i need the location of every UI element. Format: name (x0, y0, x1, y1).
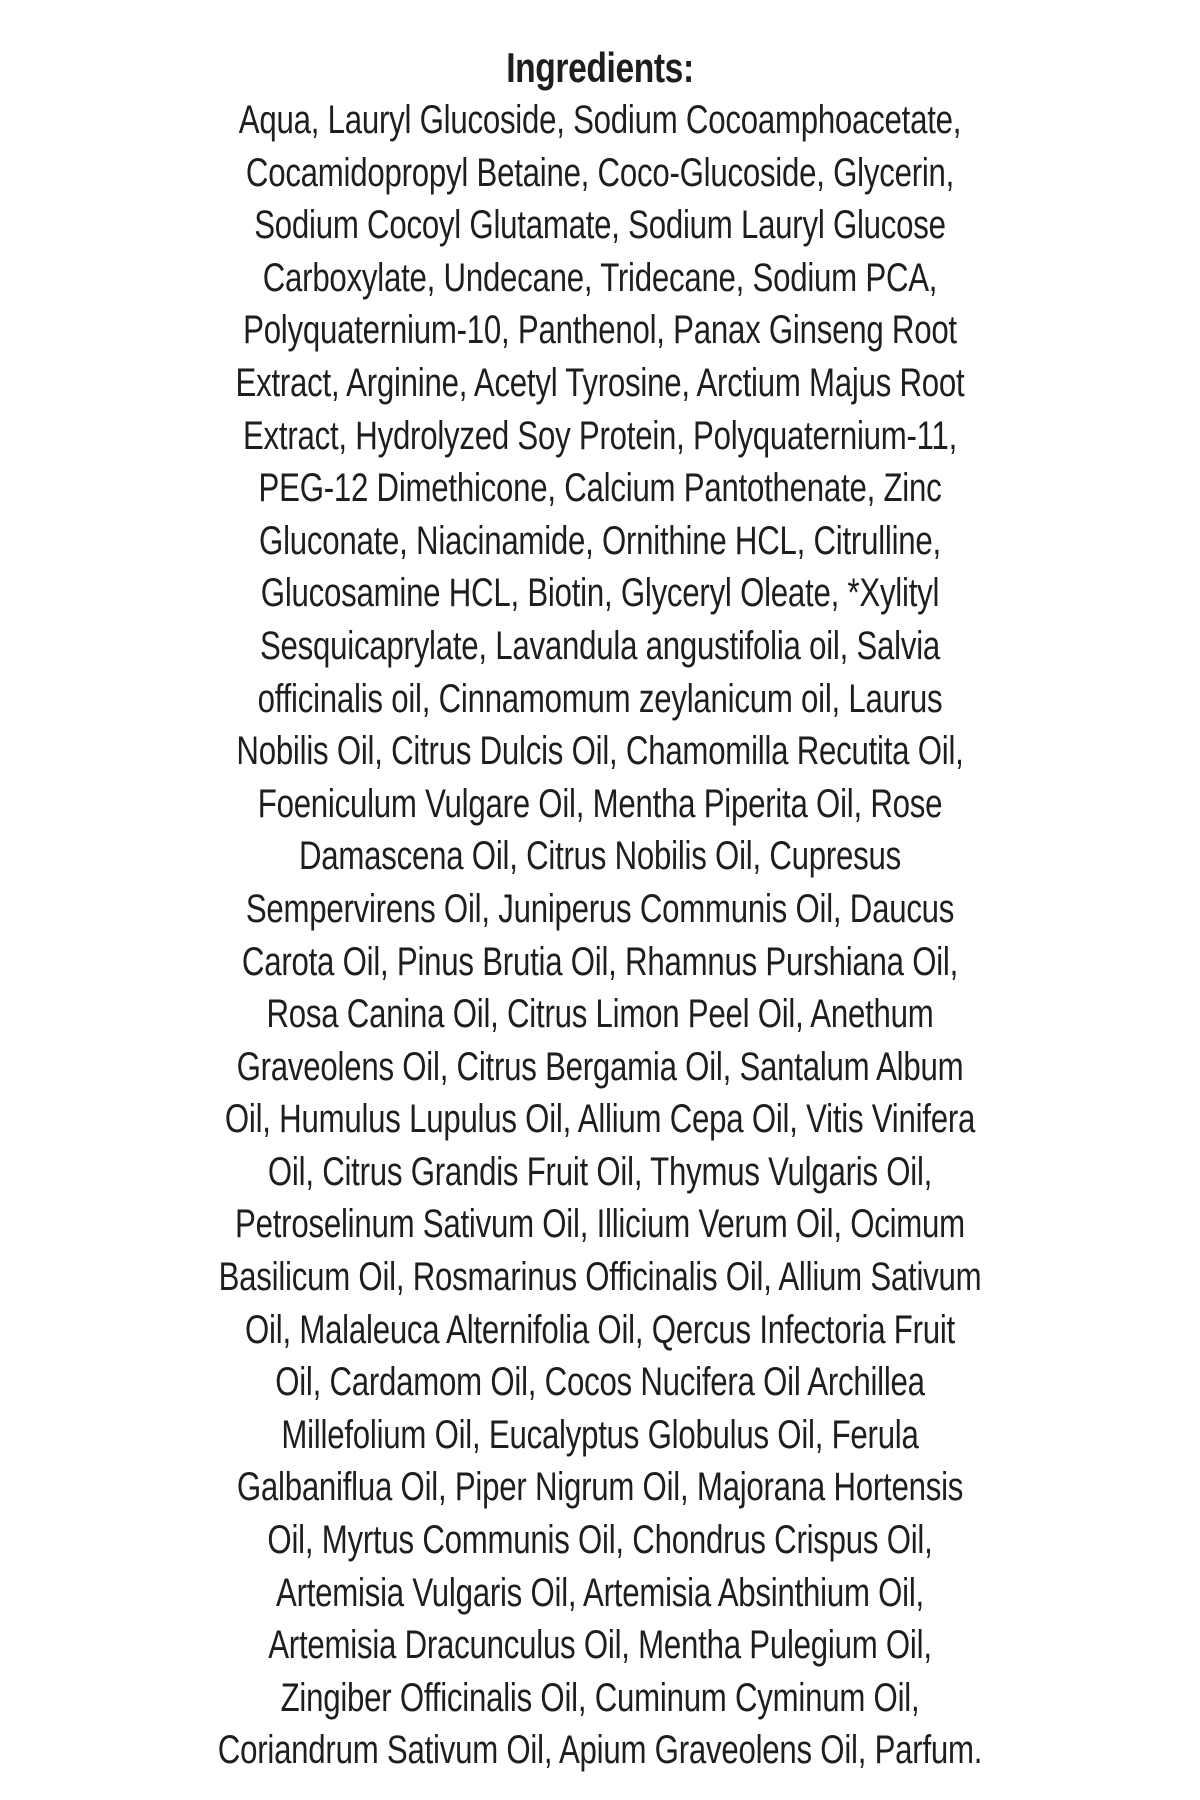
ingredients-text-line: Glucosamine HCL, Biotin, Glyceryl Oleate, *Xylityl (260, 571, 940, 616)
ingredients-text-line: Cocamidopropyl Betaine, Coco-Glucoside, Glycerin, (245, 150, 955, 195)
ingredients-text-line: Aqua, Lauryl Glucoside, Sodium Cocoamphoacetate, (238, 98, 962, 142)
ingredients-text-line: Artemisia Dracunculus Oil, Mentha Pulegium Oil, (268, 1623, 932, 1668)
ingredients-text-line: Damascena Oil, Citrus Nobilis Oil, Cupresus (298, 834, 901, 879)
ingredients-text-line: Galbaniflua Oil, Piper Nigrum Oil, Majorana Hortensis (236, 1465, 964, 1510)
ingredients-heading: Ingredients: (506, 44, 694, 91)
ingredients-text-line: Oil, Myrtus Communis Oil, Chondrus Crispus Oil, (267, 1518, 933, 1563)
ingredients-text-line: Carboxylate, Undecane, Tridecane, Sodium PCA, (262, 255, 938, 300)
ingredients-text-line: Sempervirens Oil, Juniperus Communis Oil, Daucus (245, 886, 955, 931)
ingredients-text-line: Extract, Hydrolyzed Soy Protein, Polyquaternium-11, (242, 413, 958, 458)
ingredients-text-line: Oil, Citrus Grandis Fruit Oil, Thymus Vulgaris Oil, (267, 1149, 933, 1194)
ingredients-text-line: Polyquaternium-10, Panthenol, Panax Ginseng Root (243, 308, 957, 353)
ingredients-text-line: PEG-12 Dimethicone, Calcium Pantothenate, Zinc (258, 466, 942, 511)
ingredients-text-line: officinalis oil, Cinnamomum zeylanicum oil, Laurus (257, 676, 943, 721)
ingredients-text-line: Coriandrum Sativum Oil, Apium Graveolens Oil, Parfum. (217, 1728, 983, 1773)
ingredients-text-line: Nobilis Oil, Citrus Dulcis Oil, Chamomilla Recutita Oil, (236, 729, 964, 774)
ingredients-text-line: Sesquicaprylate, Lavandula angustifolia oil, Salvia (259, 623, 941, 668)
ingredients-text-line: Millefolium Oil, Eucalyptus Globulus Oil, Ferula (281, 1412, 919, 1457)
ingredients-text-line: Oil, Malaleuca Alternifolia Oil, Qercus Infectoria Fruit (245, 1307, 955, 1352)
ingredients-text-line: Petroselinum Sativum Oil, Illicium Verum Oil, Ocimum (235, 1202, 965, 1247)
ingredients-text-line: Graveolens Oil, Citrus Bergamia Oil, Santalum Album (236, 1044, 964, 1089)
ingredients-text-line: Carota Oil, Pinus Brutia Oil, Rhamnus Purshiana Oil, (241, 939, 959, 984)
ingredients-text-line: Sodium Cocoyl Glutamate, Sodium Lauryl Glucose (254, 203, 946, 248)
ingredients-text-line: Gluconate, Niacinamide, Ornithine HCL, Citrulline, (259, 518, 941, 563)
ingredients-text-line: Oil, Cardamom Oil, Cocos Nucifera Oil Archillea (275, 1360, 925, 1405)
ingredients-text-line: Rosa Canina Oil, Citrus Limon Peel Oil, Anethum (266, 992, 934, 1037)
ingredients-text-line: Extract, Arginine, Acetyl Tyrosine, Arctium Majus Root (235, 360, 965, 405)
ingredients-text-line: Foeniculum Vulgare Oil, Mentha Piperita Oil, Rose (257, 781, 943, 826)
ingredients-text-line: Basilicum Oil, Rosmarinus Officinalis Oil, Allium Sativum (218, 1255, 982, 1300)
ingredients-text-line: Artemisia Vulgaris Oil, Artemisia Absinthium Oil, (276, 1570, 924, 1615)
ingredients-text-line: Zingiber Officinalis Oil, Cuminum Cyminum Oil, (280, 1675, 920, 1720)
ingredients-text-line: Oil, Humulus Lupulus Oil, Allium Cepa Oil, Vitis Vinifera (224, 1097, 976, 1142)
ingredients-text-block (0, 94, 1200, 1777)
